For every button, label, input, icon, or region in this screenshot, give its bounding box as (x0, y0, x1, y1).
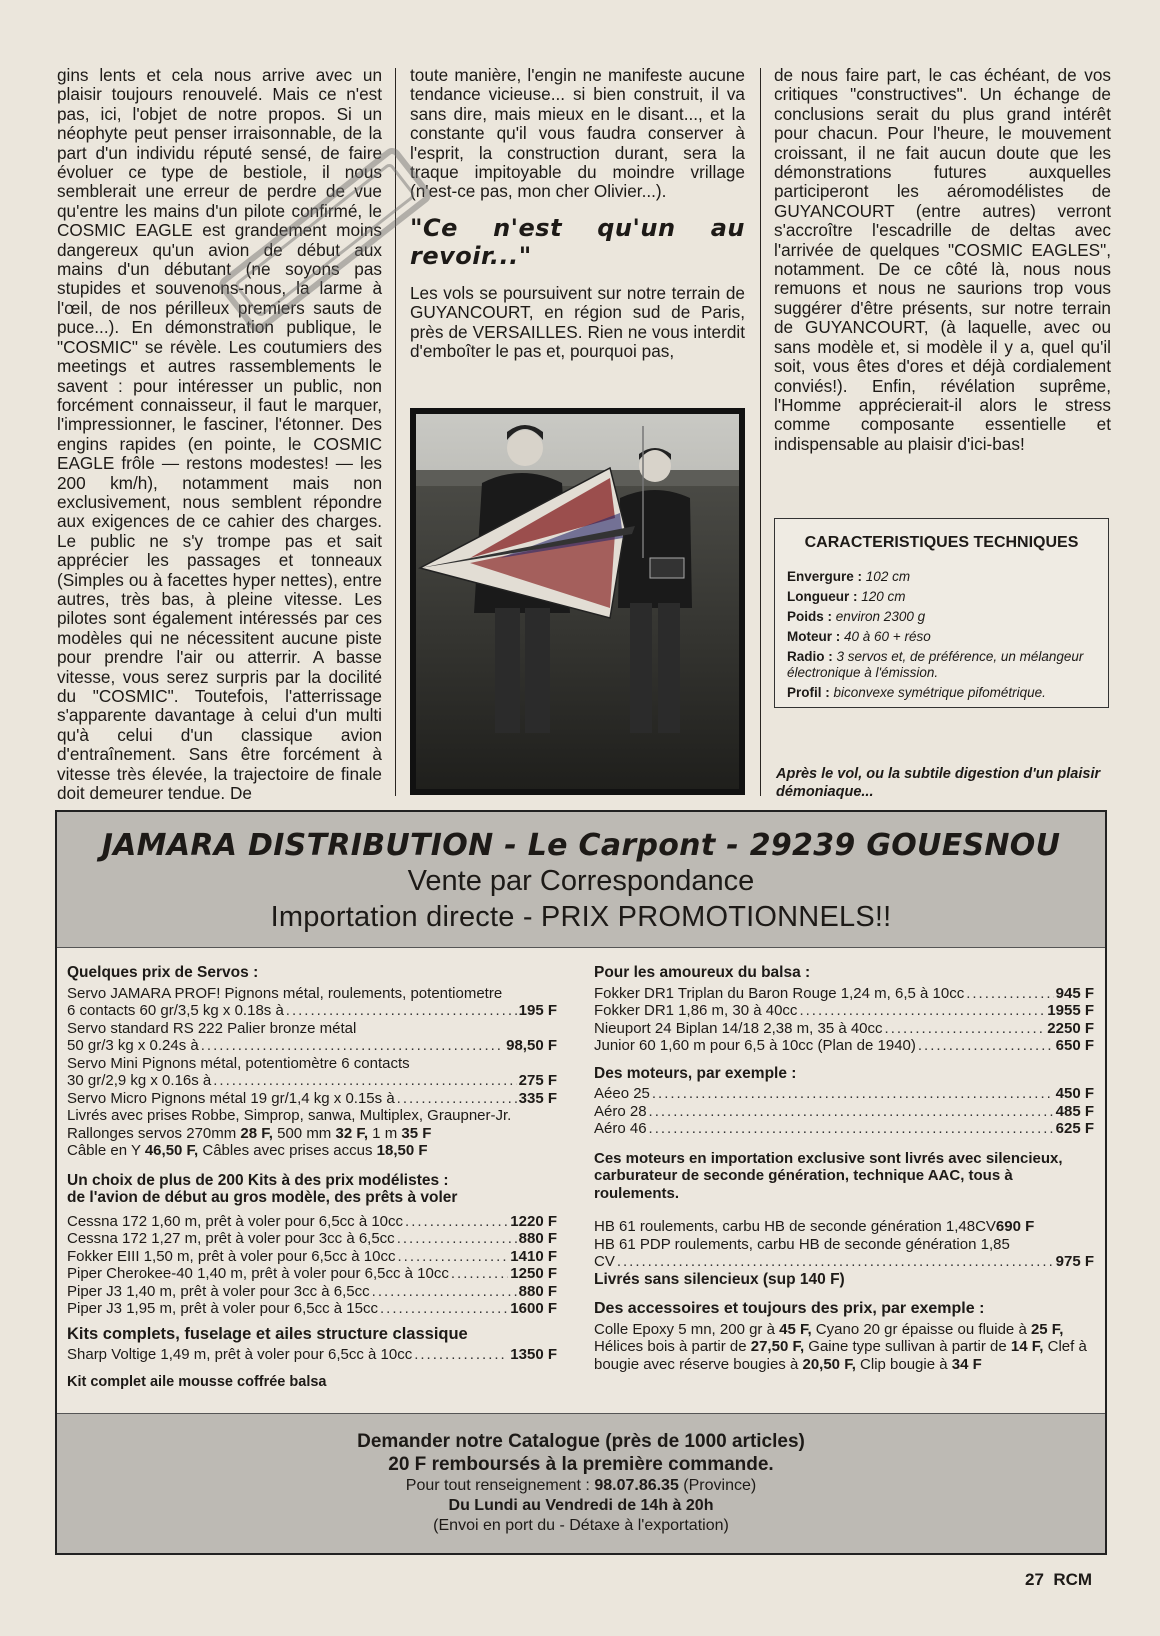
item-text: Cyano 20 gr épaisse ou fluide à (811, 1320, 1031, 1338)
item-text: Pour tout renseignement : (405, 1477, 595, 1494)
photo-illustration (410, 408, 745, 795)
balsa-heading: Pour les amoureux du balsa : (594, 964, 811, 981)
item-price: 32 F, (335, 1124, 369, 1142)
item-text: Colle Epoxy 5 mn, 200 gr à (594, 1320, 780, 1338)
item-text: Gaine type sullivan à partir de (804, 1338, 1011, 1355)
ad-left-column (67, 964, 557, 1394)
ad-subtitle-1: Vente par Correspondance (407, 865, 755, 897)
photo-caption: Après le vol, ou la subtile digestion d'un plaisir démoniaque... (776, 766, 1101, 800)
article-text-col3: de nous faire part, le cas échéant, de vos critiques "constructives". Un échange de conclusions serait du plus grand intérêt pour chacun. Pour l'heure, le mouvement croissant, il ne fait aucun doute que les démonstrations futures auxquelles participeront les aéromodélistes de GUYANCOURT (entre autres) verront s'accroître l'escadrille de deltas avec l'arrivée de quelques "COSMIC EAGLES", notamment. De ce côté là, nous nous remuons et nous ne saurions trop vous suggérer d'être présents, sur notre terrain de GUYANCOURT, (à laquelle, avec ou sans modèle et, si modèle il y a, quel qu'il soit, vous êtes d'ores et déjà cordialement conviés!). Enfin, révélation suprême, l'Homme apprécierait-il alors le stress comme composante essentielle et indispensable au plaisir d'ici-bas! (774, 65, 1111, 454)
item-price: 1410 F (510, 1247, 557, 1265)
exclusive-engines-note: Ces moteurs en importation exclusive sont livrés avec silencieux, carburateur de seconde génération, technique AAC, tous à roulements. (594, 1149, 1063, 1202)
item-text: 500 mm (272, 1124, 336, 1142)
ad-right-column (594, 964, 1094, 1373)
item-price: 46,50 F, (144, 1142, 199, 1159)
item-text: Junior 60 1,60 m pour 6,5 à 10cc (Plan de 1940) (594, 1037, 916, 1054)
engine-line: HB 61 PDP roulements, carbu HB de seconde génération 1,85 (594, 1235, 1010, 1253)
spec-label: Longueur : (787, 589, 858, 604)
technical-specs-box (774, 518, 1109, 708)
complete-kits-heading: Kits complets, fuselage et ailes structure classique (67, 1324, 468, 1343)
item-text: Câble en Y (67, 1142, 145, 1159)
balsa-line (594, 1020, 1094, 1038)
leader-dots (397, 1248, 508, 1266)
item-text: Clef à bougie avec réserve bougies à (594, 1338, 1087, 1373)
item-text: Cessna 172 1,60 m, prêt à voler pour 6,5cc à 10cc (67, 1212, 404, 1230)
kit-line (67, 1300, 557, 1318)
servo-line: Servo Mini Pignons métal, potentiomètre 6 contacts (67, 1054, 410, 1072)
leader-dots (451, 1265, 508, 1283)
item-text: 1 m (368, 1124, 402, 1142)
item-text: Fokker DR1 1,86 m, 30 à 40cc (594, 1002, 798, 1019)
no-silencer-note: Livrés sans silencieux (sup 140 F) (594, 1270, 845, 1288)
article-text-col2b: Les vols se poursuivent sur notre terrain de GUYANCOURT, en région sud de Paris, près de VERSAILLES. Rien ne vous interdit d'emboîter le pas et, pourquoi pas, (410, 282, 745, 362)
item-text: CV (594, 1253, 615, 1270)
leader-dots (380, 1300, 508, 1318)
ad-body (57, 948, 1105, 1418)
spec-value: 40 à 60 + réso (844, 629, 931, 644)
item-text: (Province) (678, 1477, 757, 1494)
leader-dots (286, 1002, 517, 1020)
item-text: Aéeo 25 (594, 1085, 650, 1102)
item-price: 1955 F (1047, 1002, 1094, 1019)
jamara-advertisement (55, 810, 1107, 1555)
leader-dots (966, 985, 1053, 1003)
leader-dots (397, 1090, 517, 1108)
servo-plugs-note: Livrés avec prises Robbe, Simprop, sanwa, Multiplex, Graupner-Jr. (67, 1107, 512, 1124)
balsa-line (594, 985, 1094, 1003)
ad-header (57, 812, 1105, 948)
leader-dots (649, 1120, 1054, 1138)
kit-line (67, 1265, 557, 1283)
spec-label: Poids : (787, 609, 833, 624)
item-price: 28 F, (240, 1124, 273, 1142)
item-price: 450 F (1055, 1085, 1094, 1102)
item-price: 98,50 F (506, 1037, 557, 1054)
extension-prices (67, 1125, 557, 1143)
spec-label: Radio : (787, 649, 833, 664)
servos-heading: Quelques prix de Servos : (67, 964, 259, 981)
item-text: 50 gr/3 kg x 0.24s à (67, 1037, 199, 1054)
leader-dots (405, 1213, 508, 1231)
kit-line (67, 1346, 557, 1364)
item-price: 35 F (401, 1124, 432, 1142)
item-price: 45 F, (779, 1320, 812, 1338)
engine-line (594, 1218, 1094, 1236)
leader-dots (799, 1002, 1045, 1020)
column-divider-2 (760, 68, 761, 796)
item-price: 2250 F (1047, 1019, 1094, 1037)
item-text: 30 gr/2,9 kg x 0.16s à (67, 1072, 212, 1089)
item-text: Câbles avec prises accus (198, 1142, 377, 1159)
item-price: 25 F, (1030, 1320, 1064, 1338)
item-price: 880 F (518, 1230, 557, 1247)
article-column-3 (774, 66, 1111, 454)
leader-dots (372, 1283, 517, 1301)
servo-line: Servo JAMARA PROF! Pignons métal, roulements, potentiometre (67, 984, 503, 1002)
leader-dots (617, 1253, 1054, 1271)
accessories-heading: Des accessoires et toujours des prix, par exemple : (594, 1300, 985, 1317)
balsa-line (594, 1002, 1094, 1020)
item-price: 975 F (1055, 1253, 1094, 1270)
opening-hours: Du Lundi au Vendredi de 14h à 20h (448, 1497, 714, 1514)
item-text: Aéro 28 (594, 1102, 647, 1120)
kit-line (67, 1283, 557, 1301)
leader-dots (885, 1020, 1046, 1038)
watermark-stamp (175, 120, 475, 360)
accessories-text (594, 1321, 1094, 1374)
item-price: 690 F (995, 1218, 1035, 1235)
catalog-offer: Demander notre Catalogue (près de 1000 articles) (357, 1431, 805, 1452)
item-text: Fokker DR1 Triplan du Baron Rouge 1,24 m, 6,5 à 10cc (594, 984, 965, 1002)
leader-dots (213, 1072, 516, 1090)
item-price: 650 F (1055, 1037, 1094, 1054)
balsa-line (594, 1037, 1094, 1055)
magazine-name: RCM (1053, 1570, 1093, 1589)
item-text: Cessna 172 1,27 m, prêt à voler pour 3cc à 6,5cc (67, 1230, 395, 1247)
kit-line (67, 1248, 557, 1266)
engine-line (594, 1120, 1094, 1138)
spec-value: environ 2300 g (835, 609, 926, 624)
spec-label: Profil : (787, 685, 830, 700)
spec-label: Envergure : (787, 569, 863, 584)
leader-dots (414, 1346, 508, 1364)
shipping-note: (Envoi en port du - Détaxe à l'exportation) (433, 1517, 729, 1534)
leader-dots (918, 1037, 1054, 1055)
foam-kit-heading: Kit complet aile mousse coffrée balsa (67, 1373, 327, 1390)
price-line (67, 1072, 557, 1090)
item-text: Hélices bois à partir de (594, 1338, 751, 1355)
item-price: 20,50 F, (802, 1355, 856, 1373)
spec-label: Moteur : (787, 629, 841, 644)
item-price: 335 F (518, 1089, 557, 1107)
item-text: HB 61 roulements, carbu HB de seconde génération 1,48CV (594, 1218, 996, 1235)
kit-line (67, 1213, 557, 1231)
photo-pilots-with-delta (410, 408, 745, 795)
item-text: Nieuport 24 Biplan 14/18 2,38 m, 35 à 40cc (594, 1019, 883, 1037)
phone-info (57, 1476, 1105, 1496)
item-price: 945 F (1055, 984, 1094, 1002)
item-price: 1220 F (510, 1212, 557, 1230)
price-line (67, 1037, 557, 1055)
item-price: 18,50 F (376, 1142, 428, 1159)
engine-line (594, 1253, 1094, 1271)
spec-row (787, 567, 1096, 587)
article-text-col1: gins lents et cela nous arrive avec un plaisir toujours renouvelé. Mais ce n'est pas, ici, l'objet de notre propos. Si un néophyte peut penser irraisonnable, de la part d'un individu réputé sensé, de faire évoluer ce type de bestiole, il nous semblerait une erreur de perdre de vue qu'entre les mains d'un pilote confirmé, le COSMIC EAGLE est grandement moins dangereux qu'un avion de début aux mains d'un débutant (ne soyons pas stupides et souvenons-nous, la larme à l'œil, de nos périlleux premiers sauts de puce...). En démonstration publique, le "COSMIC" se révèle. Les coutumiers des meetings et autres rassemblements le savent : pour intéresser un public, non forcément connaisseur, il faut le marquer, l'impressionner, le fasciner, l'étonner. Des engins rapides (en pointe, le COSMIC EAGLE frôle — restons modestes! — les 200 km/h), notamment mais non exclusivement, nous semblent répondre aux exigences de ce cahier des charges. Le public ne s'y trompe pas et sait apprécier les passages et tonneaux (Simples ou à facettes hyper nettes), entre autres, très bas, à pleine vitesse. Les pilotes sont également intéressés par ces modèles qui ne nécessitent aucune piste pour prendre l'air ou atterrir. A basse vitesse, vous serez surpris par la docilité du "COSMIC". Toutefois, l'atterrissage s'apparente davantage à celui d'un multi qu'à celui d'un classique avion d'entraînement. Sans être forcément à vitesse très élevée, la trajectoire de finale doit demeurer tendue. De (57, 65, 382, 804)
cable-prices (67, 1142, 557, 1160)
engine-line (594, 1085, 1094, 1103)
item-text: Rallonges servos 270mm (67, 1124, 241, 1142)
spec-row (787, 587, 1096, 607)
servo-line: Servo standard RS 222 Palier bronze métal (67, 1019, 357, 1037)
kits-subheading: de l'avion de début au gros modèle, des prêts à voler (67, 1189, 458, 1206)
kit-line (67, 1230, 557, 1248)
catalog-refund: 20 F remboursés à la première commande. (388, 1454, 774, 1475)
item-price: 14 F, (1010, 1338, 1044, 1355)
item-price: 275 F (518, 1072, 557, 1089)
ad-subtitle-2: Importation directe - PRIX PROMOTIONNELS!! (270, 901, 892, 933)
item-text: Piper Cherokee-40 1,40 m, prêt à voler pour 6,5cc à 10cc (67, 1265, 449, 1282)
spec-row (787, 683, 1096, 703)
spec-row (787, 649, 1096, 681)
item-price: 1350 F (510, 1346, 557, 1363)
spec-value: 120 cm (861, 589, 906, 604)
engines-heading: Des moteurs, par exemple : (594, 1064, 797, 1082)
item-text: Servo Micro Pignons métal 19 gr/1,4 kg x 0.15s à (67, 1089, 395, 1107)
item-price: 1250 F (510, 1265, 557, 1282)
leader-dots (397, 1230, 517, 1248)
spec-value: 3 servos et, de préférence, un mélangeur électronique à l'émission. (787, 649, 1084, 680)
item-price: 485 F (1055, 1102, 1094, 1120)
item-text: Piper J3 1,95 m, prêt à voler pour 6,5cc à 15cc (67, 1300, 378, 1317)
item-price: 1600 F (510, 1300, 557, 1317)
price-line (67, 1002, 557, 1020)
leader-dots (652, 1085, 1054, 1103)
item-price: 34 F (951, 1355, 982, 1373)
phone-number: 98.07.86.35 (594, 1477, 679, 1494)
item-text: Aéro 46 (594, 1120, 647, 1137)
ad-title: JAMARA DISTRIBUTION - Le Carpont - 29239 GOUESNOU (101, 828, 1061, 863)
item-text: Piper J3 1,40 m, prêt à voler pour 3cc à 6,5cc (67, 1282, 370, 1300)
page-footer (1025, 1570, 1092, 1590)
ad-footer (57, 1413, 1105, 1553)
spec-value: biconvexe symétrique pifométrique. (833, 685, 1046, 700)
engine-line (594, 1103, 1094, 1121)
spec-row (787, 607, 1096, 627)
kits-heading: Un choix de plus de 200 Kits à des prix modélistes : (67, 1171, 449, 1189)
item-price: 880 F (518, 1282, 557, 1300)
section-subheading: "Ce n'est qu'un au revoir..." (410, 213, 745, 270)
specs-title: CARACTERISTIQUES TECHNIQUES (804, 534, 1079, 551)
price-line (67, 1090, 557, 1108)
spec-row (787, 627, 1096, 647)
item-price: 625 F (1055, 1120, 1094, 1137)
item-text: Fokker EIII 1,50 m, prêt à voler pour 6,5cc à 10cc (67, 1247, 396, 1265)
spec-value: 102 cm (865, 569, 911, 584)
leader-dots (201, 1037, 504, 1055)
article-text-col2a: toute manière, l'engin ne manifeste aucune tendance vicieuse... si bien construit, il va sans dire, mais mieux en le disant..., et la constante qu'il vous faudra conserver à l'esprit, la construction durant, sera la traque impitoyable du moindre vrillage (n'est-ce pas, mon cher Olivier...). (410, 65, 745, 202)
item-text: Clip bougie à (855, 1355, 952, 1373)
item-price: 27,50 F, (750, 1338, 805, 1355)
item-text: 6 contacts 60 gr/3,5 kg x 0.18s à (67, 1002, 284, 1019)
item-price: 195 F (518, 1002, 557, 1019)
page-number: 27 (1025, 1570, 1044, 1589)
item-text: Sharp Voltige 1,49 m, prêt à voler pour 6,5cc à 10cc (67, 1346, 413, 1363)
leader-dots (649, 1103, 1054, 1121)
